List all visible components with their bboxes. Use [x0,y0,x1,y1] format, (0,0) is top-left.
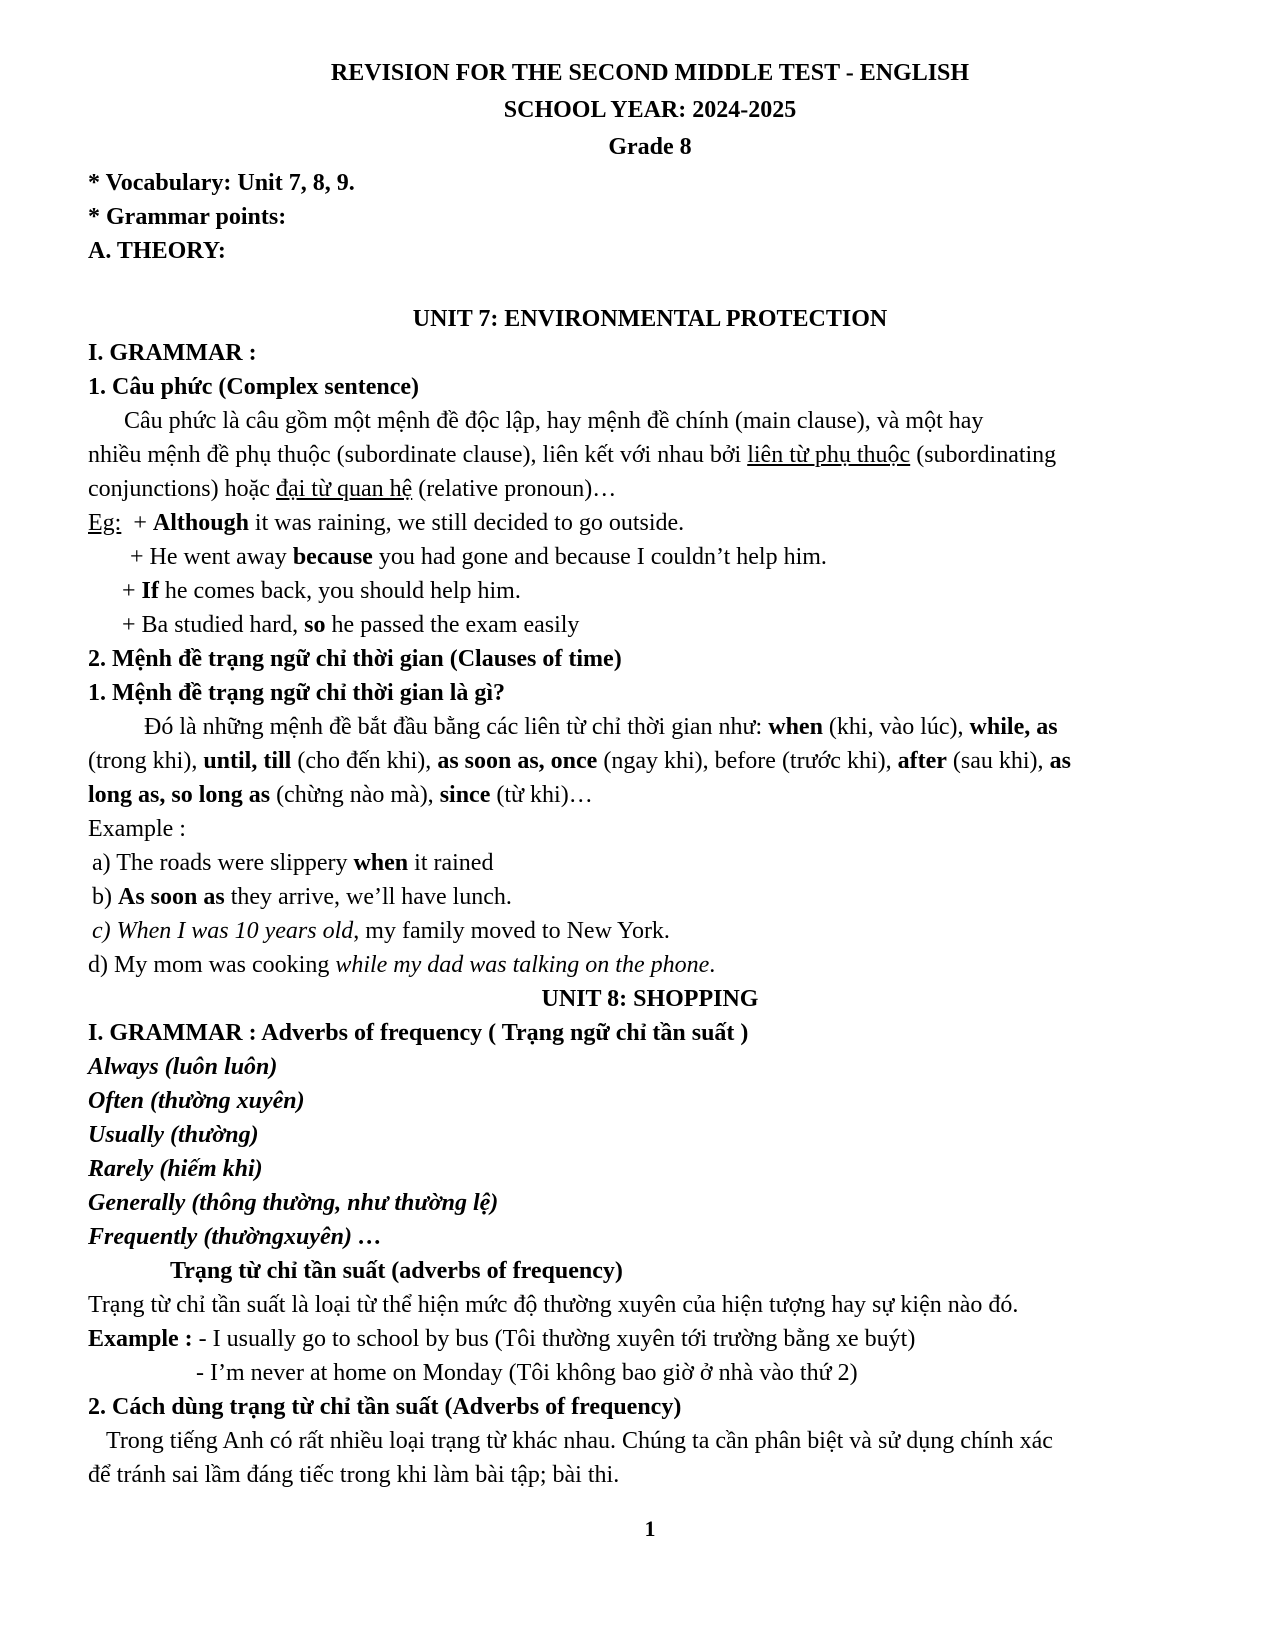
complex-sentence-heading: 1. Câu phức (Complex sentence) [88,374,420,400]
example-line: + If he comes back, you should help him. [122,578,521,604]
grammar-points-line: * Grammar points: [88,204,287,230]
example-line: + He went away because you had gone and because I couldn’t help him. [130,544,827,570]
unit8-title: UNIT 8: SHOPPING [541,986,759,1012]
adverbs-usage-paragraph-line1: Trong tiếng Anh có rất nhiều loại trạng từ khác nhau. Chúng ta cần phân biệt và sử dụng chính xác [106,1428,1053,1454]
clauses-of-time-paragraph-line3: long as, so long as (chừng nào mà), since (từ khi)… [88,782,593,808]
unit8-grammar-heading: I. GRAMMAR : Adverbs of frequency ( Trạng ngữ chỉ tần suất ) [88,1020,749,1046]
unit7-title: UNIT 7: ENVIRONMENTAL PROTECTION [412,306,888,332]
adverbs-usage-heading: 2. Cách dùng trạng từ chỉ tần suất (Adverbs of frequency) [88,1394,682,1420]
adverb-item: Frequently (thườngxuyên) … [88,1224,382,1250]
unit7-grammar-heading: I. GRAMMAR : [88,340,257,366]
example-label: Example : [88,1326,193,1352]
example-line: Eg: + Although it was raining, we still decided to go outside. [88,510,685,536]
adverb-item: Often (thường xuyên) [88,1088,305,1114]
adverbs-definition: Trạng từ chỉ tần suất là loại từ thể hiện mức độ thường xuyên của hiện tượng hay sự kiện nào đó. [88,1292,1019,1318]
school-year: SCHOOL YEAR: 2024-2025 [503,97,797,123]
clauses-of-time-subheading: 1. Mệnh đề trạng ngữ chỉ thời gian là gì? [88,680,506,706]
complex-sentence-paragraph-line2: nhiều mệnh đề phụ thuộc (subordinate clause), liên kết với nhau bởi liên từ phụ thuộc (subordinating [88,442,1057,468]
adverb-item: Rarely (hiếm khi) [88,1156,263,1182]
clauses-of-time-paragraph-line2: (trong khi), until, till (cho đến khi), as soon as, once (ngay khi), before (trước khi), after (sau khi), as [88,748,1071,774]
example-d: d) My mom was cooking while my dad was talking on the phone. [88,952,716,978]
clauses-of-time-heading: 2. Mệnh đề trạng ngữ chỉ thời gian (Clauses of time) [88,646,622,672]
complex-sentence-paragraph-line1: Câu phức là câu gồm một mệnh đề độc lập, hay mệnh đề chính (main clause), và một hay [124,408,984,434]
eg-label: Eg: [88,510,122,536]
theory-heading: A. THEORY: [88,238,226,264]
document-title: REVISION FOR THE SECOND MIDDLE TEST - ENGLISH [330,60,970,86]
adverbs-usage-paragraph-line2: để tránh sai lầm đáng tiếc trong khi làm bài tập; bài thi. [88,1462,620,1488]
page-number: 1 [644,1516,656,1541]
adverbs-example-line2: - I’m never at home on Monday (Tôi không bao giờ ở nhà vào thứ 2) [196,1360,858,1386]
example-label: Example : [88,816,186,842]
adverb-item: Usually (thường) [88,1122,259,1148]
vocabulary-line: * Vocabulary: Unit 7, 8, 9. [88,170,355,196]
underlined-term: đại từ quan hệ [275,476,413,502]
complex-sentence-paragraph-line3: conjunctions) hoặc đại từ quan hệ (relative pronoun)… [88,476,617,502]
clauses-of-time-paragraph-line1: Đó là những mệnh đề bắt đầu bằng các liên từ chỉ thời gian như: when (khi, vào lúc), while, as [144,714,1058,740]
example-b: b) As soon as they arrive, we’ll have lunch. [92,884,512,910]
adverb-item: Generally (thông thường, như thường lệ) [88,1190,499,1216]
example-c: c) When I was 10 years old, my family moved to New York. [92,918,670,944]
example-a: a) The roads were slippery when it rained [92,850,494,876]
adverbs-subheading: Trạng từ chỉ tần suất (adverbs of frequency) [170,1258,623,1284]
grade-label: Grade 8 [608,134,692,160]
underlined-term: liên từ phụ thuộc [747,442,911,468]
example-line: + Ba studied hard, so he passed the exam easily [122,612,580,638]
adverb-item: Always (luôn luôn) [88,1054,278,1080]
adverbs-example-line1: Example : - I usually go to school by bus (Tôi thường xuyên tới trường bằng xe buýt) [88,1326,916,1352]
